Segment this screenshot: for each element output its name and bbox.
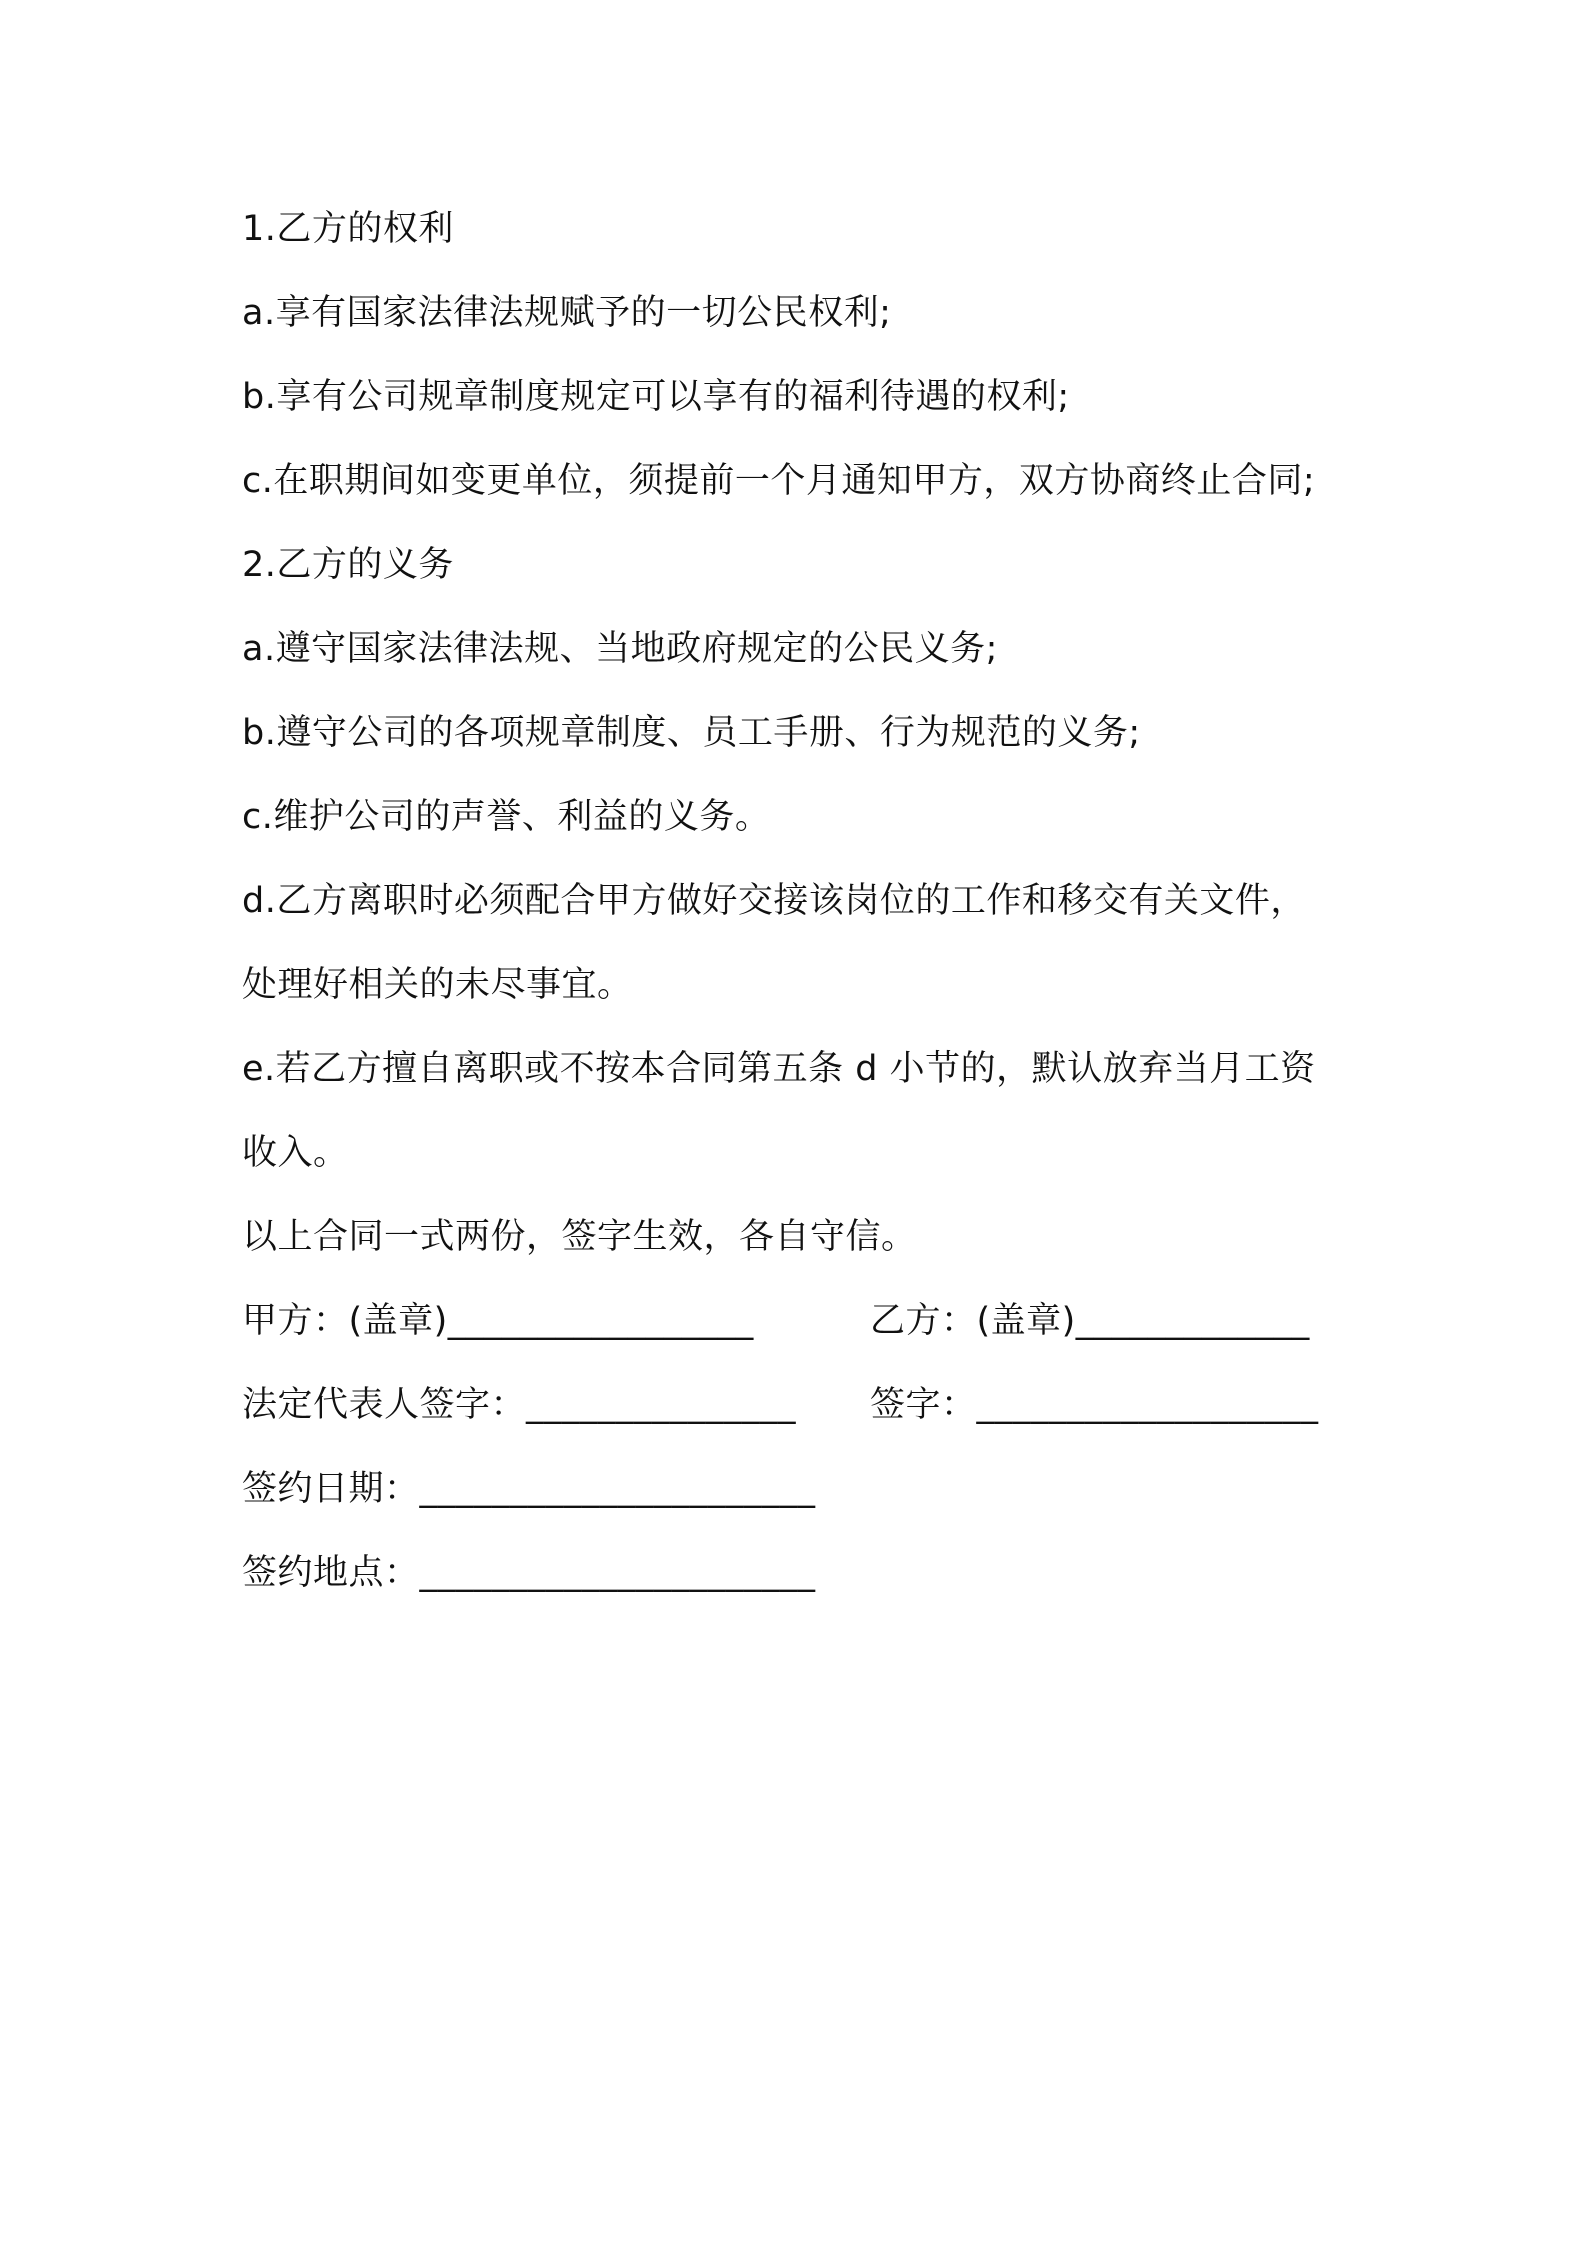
clause-rights-c: c.在职期间如变更单位，须提前一个月通知甲方，双方协商终止合同; bbox=[242, 461, 1316, 501]
clause-duties-a: a.遵守国家法律法规、当地政府规定的公民义务; bbox=[242, 629, 998, 669]
party-a-seal-field: 甲方：(盖章)_________________ bbox=[242, 1301, 754, 1341]
clause-duties-d: d.乙方离职时必须配合甲方做好交接该岗位的工作和移交有关文件， bbox=[242, 881, 1306, 921]
clause-duties-e-continued: 收入。 bbox=[242, 1133, 349, 1173]
clause-rights-b: b.享有公司规章制度规定可以享有的福利待遇的权利; bbox=[242, 377, 1070, 417]
heading-party-b-rights: 1.乙方的权利 bbox=[242, 209, 454, 249]
clause-duties-d-continued: 处理好相关的未尽事宜。 bbox=[242, 965, 633, 1005]
sign-place-field: 签约地点：______________________ bbox=[242, 1553, 816, 1593]
clause-duties-c: c.维护公司的声誉、利益的义务。 bbox=[242, 797, 771, 837]
sign-date-field: 签约日期：______________________ bbox=[242, 1469, 816, 1509]
clause-duties-e: e.若乙方擅自离职或不按本合同第五条 d 小节的，默认放弃当月工资 bbox=[242, 1049, 1316, 1089]
legal-rep-signature-field: 法定代表人签字：_______________ bbox=[242, 1385, 797, 1425]
signature-field: 签字：___________________ bbox=[870, 1385, 1319, 1425]
party-b-seal-field: 乙方：(盖章)_____________ bbox=[870, 1301, 1310, 1341]
clause-rights-a: a.享有国家法律法规赋予的一切公民权利; bbox=[242, 293, 892, 333]
clause-duties-b: b.遵守公司的各项规章制度、员工手册、行为规范的义务; bbox=[242, 713, 1141, 753]
closing-statement: 以上合同一式两份，签字生效，各自守信。 bbox=[242, 1217, 917, 1257]
heading-party-b-duties: 2.乙方的义务 bbox=[242, 545, 454, 585]
